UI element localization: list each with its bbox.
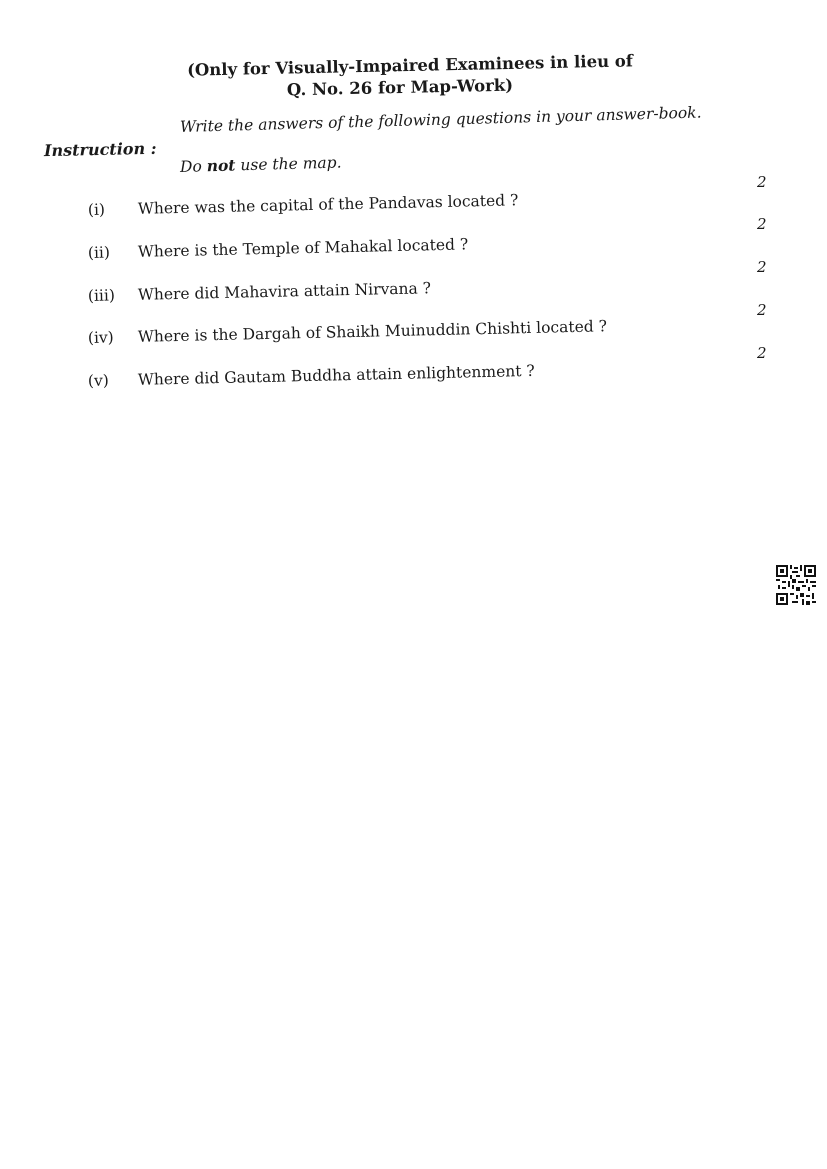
instruction-label: Instruction : xyxy=(43,138,157,161)
question-item xyxy=(88,359,648,396)
question-item xyxy=(88,316,648,353)
question-number: (v) xyxy=(87,371,109,390)
question-item xyxy=(88,188,648,225)
question-text: Where is the Temple of Mahakal located ? xyxy=(137,235,469,261)
question-item xyxy=(88,231,648,268)
question-number: (iv) xyxy=(87,328,114,347)
section-heading-line-2: Q. No. 26 for Map-Work) xyxy=(286,75,514,100)
question-marks: 2 xyxy=(757,173,767,191)
instruction-text-line-1: Write the answers of the following questions in your answer-book. xyxy=(179,103,702,136)
instruction-text-line-2 xyxy=(180,152,342,176)
question-marks: 2 xyxy=(757,344,767,362)
question-text: Where was the capital of the Pandavas located ? xyxy=(137,191,519,218)
question-marks: 2 xyxy=(757,258,767,276)
instruction-emphasis: not xyxy=(206,155,236,176)
instruction-suffix: use the map. xyxy=(235,153,342,175)
question-text: Where is the Dargah of Shaikh Muinuddin Chishti located ? xyxy=(137,317,608,346)
question-marks: 2 xyxy=(757,301,767,319)
question-number: (iii) xyxy=(87,286,116,305)
instruction-prefix: Do xyxy=(179,157,207,176)
question-number: (ii) xyxy=(87,243,111,262)
question-number: (i) xyxy=(87,200,106,219)
section-heading-line-1: (Only for Visually-Impaired Examinees in lieu of xyxy=(186,51,634,80)
question-marks: 2 xyxy=(757,215,767,233)
question-text: Where did Gautam Buddha attain enlightenment ? xyxy=(137,361,535,389)
question-item xyxy=(88,274,648,311)
qr-code-icon xyxy=(776,565,816,605)
question-text: Where did Mahavira attain Nirvana ? xyxy=(137,279,432,304)
